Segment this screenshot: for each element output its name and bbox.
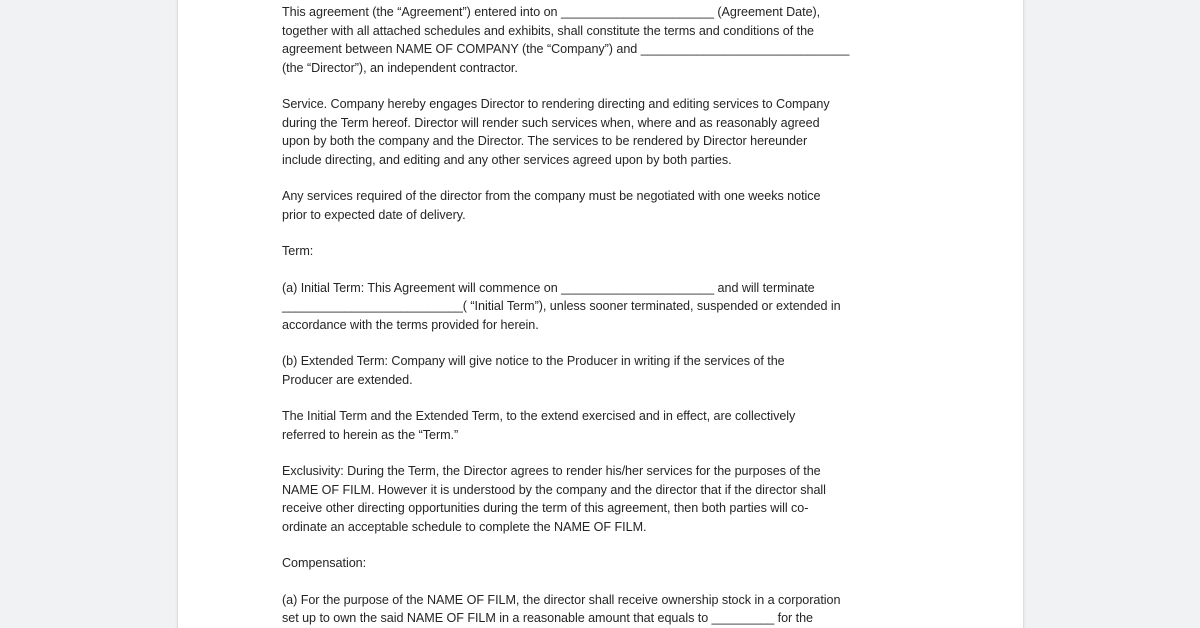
paragraph-exclusivity: Exclusivity: During the Term, the Director agrees to render his/her services for the purposes of the NAME OF FILM. However it is understood by the company and the director that if the director shall receive other directing opportunities during the term of this agreement, then both parties will co- ordinate an acceptable schedule to complete the NAME OF FILM.	[282, 464, 826, 534]
paragraph-term-definition: The Initial Term and the Extended Term, to the extend exercised and in effect, are collectively referred to herein as the “Term.”	[282, 409, 796, 442]
paragraph-extended-term: (b) Extended Term: Company will give notice to the Producer in writing if the services of the Producer are extended.	[282, 354, 785, 387]
paragraph-services-notice: Any services required of the director from the company must be negotiated with one weeks notice prior to expected date of delivery.	[282, 189, 821, 222]
paragraph-service: Service. Company hereby engages Director to rendering directing and editing services to Company during the Term hereof. Director will render such services when, where and as reasonably agreed upon by both the company and the Director. The services to be rendered by Director hereunder include directing, and editing and any other services agreed upon by both parties.	[282, 97, 830, 167]
paragraph-agreement-intro: This agreement (the “Agreement”) entered into on ______________________ (Agreement Date), together with all attached schedules and exhibits, shall constitute the terms and conditions of the agreement between NAME OF COMPANY (the “Company”) and ______________________________ (the “Director”), an independent contractor.	[282, 5, 850, 75]
heading-term: Term:	[282, 244, 314, 258]
document-page	[178, 0, 1023, 628]
heading-compensation: Compensation:	[282, 556, 367, 570]
paragraph-compensation-a: (a) For the purpose of the NAME OF FILM, the director shall receive ownership stock in a corporation set up to own the said NAME OF FILM in a reasonable amount that equals to _________ for the	[282, 592, 841, 625]
paragraph-initial-term: (a) Initial Term: This Agreement will commence on ______________________ and will terminate __________________________( “Initial Term”), unless sooner terminated, suspended or extended in accordance with the terms provided for herein.	[282, 280, 841, 332]
document-body	[282, 3, 922, 628]
